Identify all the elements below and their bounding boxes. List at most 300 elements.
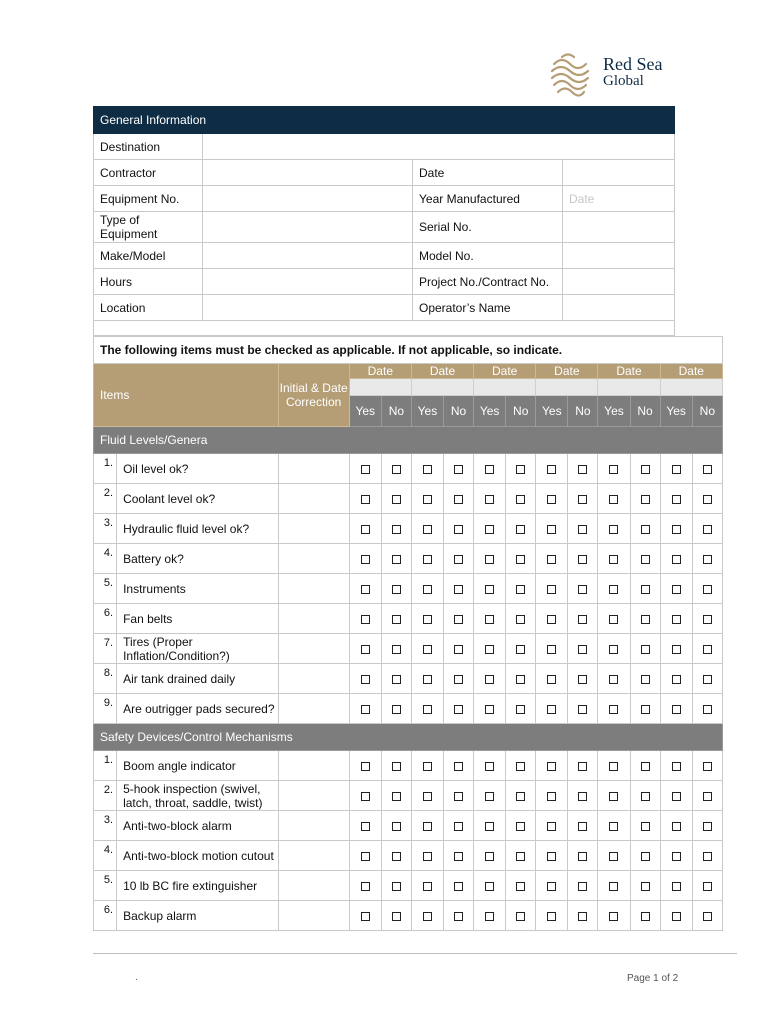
yes-checkbox[interactable] — [423, 792, 432, 801]
date-column-header: Date — [474, 364, 536, 379]
no-checkbox[interactable] — [703, 792, 712, 801]
item-label: 10 lb BC fire extinguisher — [117, 871, 278, 901]
yes-checkbox[interactable] — [609, 705, 618, 714]
no-checkbox[interactable] — [516, 555, 525, 564]
no-checkbox[interactable] — [392, 705, 401, 714]
checklist-row — [94, 574, 723, 604]
no-column-header: No — [381, 396, 411, 427]
item-label: Boom angle indicator — [117, 751, 278, 781]
yes-checkbox[interactable] — [547, 822, 556, 831]
location-field[interactable] — [203, 295, 413, 321]
initial-date-field[interactable] — [278, 781, 349, 811]
checkbox-cell — [349, 871, 381, 901]
no-checkbox[interactable] — [454, 852, 463, 861]
item-number: 5. — [103, 577, 114, 589]
no-checkbox[interactable] — [641, 525, 650, 534]
yes-checkbox[interactable] — [609, 792, 618, 801]
checkbox-cell — [506, 514, 536, 544]
checkbox-cell — [692, 574, 722, 604]
yes-checkbox[interactable] — [672, 495, 681, 504]
date-input-cell[interactable] — [598, 379, 660, 396]
no-checkbox[interactable] — [641, 585, 650, 594]
yes-checkbox[interactable] — [547, 792, 556, 801]
yes-checkbox[interactable] — [547, 882, 556, 891]
no-checkbox[interactable] — [641, 852, 650, 861]
date-input-cell[interactable] — [349, 379, 411, 396]
no-checkbox[interactable] — [578, 645, 587, 654]
checklist-row — [94, 901, 723, 931]
initial-date-field[interactable] — [278, 484, 349, 514]
no-checkbox[interactable] — [703, 465, 712, 474]
checkbox-cell — [349, 514, 381, 544]
no-checkbox[interactable] — [703, 705, 712, 714]
yes-checkbox[interactable] — [361, 525, 370, 534]
initial-date-field[interactable] — [278, 841, 349, 871]
yes-checkbox[interactable] — [361, 645, 370, 654]
section-title: Safety Devices/Control Mechanisms — [94, 724, 723, 751]
no-checkbox[interactable] — [516, 912, 525, 921]
checkbox-cell — [568, 871, 598, 901]
yes-checkbox[interactable] — [423, 882, 432, 891]
checkbox-cell — [630, 751, 660, 781]
no-checkbox[interactable] — [392, 882, 401, 891]
checkbox-cell — [536, 484, 568, 514]
item-label: Battery ok? — [117, 544, 278, 574]
checkbox-cell — [536, 901, 568, 931]
item-number-cell — [94, 544, 117, 574]
checkbox-cell — [598, 454, 630, 484]
no-checkbox[interactable] — [641, 912, 650, 921]
initial-date-field[interactable] — [278, 634, 349, 664]
date-input-cell[interactable] — [536, 379, 598, 396]
yes-checkbox[interactable] — [672, 705, 681, 714]
item-number: 4. — [103, 547, 114, 559]
checkbox-cell — [536, 514, 568, 544]
no-checkbox[interactable] — [392, 585, 401, 594]
make-model-field[interactable] — [203, 243, 413, 269]
no-checkbox[interactable] — [703, 822, 712, 831]
yes-checkbox[interactable] — [485, 882, 494, 891]
no-checkbox[interactable] — [641, 882, 650, 891]
checkbox-cell — [444, 454, 474, 484]
yes-checkbox[interactable] — [672, 822, 681, 831]
yes-checkbox[interactable] — [361, 762, 370, 771]
yes-checkbox[interactable] — [423, 495, 432, 504]
no-checkbox[interactable] — [516, 882, 525, 891]
no-checkbox[interactable] — [454, 465, 463, 474]
yes-checkbox[interactable] — [672, 762, 681, 771]
no-checkbox[interactable] — [454, 705, 463, 714]
no-checkbox[interactable] — [454, 585, 463, 594]
checkbox-cell — [381, 841, 411, 871]
no-checkbox[interactable] — [454, 495, 463, 504]
no-checkbox[interactable] — [703, 912, 712, 921]
yes-checkbox[interactable] — [672, 555, 681, 564]
checkbox-cell — [381, 634, 411, 664]
yes-checkbox[interactable] — [423, 465, 432, 474]
brand-name — [603, 56, 662, 90]
no-column-header: No — [630, 396, 660, 427]
contractor-field[interactable] — [203, 160, 413, 186]
no-checkbox[interactable] — [641, 615, 650, 624]
checkbox-cell — [598, 664, 630, 694]
no-checkbox[interactable] — [516, 762, 525, 771]
no-checkbox[interactable] — [703, 495, 712, 504]
checkbox-cell — [474, 781, 506, 811]
initial-date-field[interactable] — [278, 454, 349, 484]
checkbox-cell — [349, 781, 381, 811]
yes-checkbox[interactable] — [423, 525, 432, 534]
yes-checkbox[interactable] — [361, 675, 370, 684]
initial-date-field[interactable] — [278, 871, 349, 901]
yes-checkbox[interactable] — [609, 852, 618, 861]
no-checkbox[interactable] — [516, 615, 525, 624]
yes-checkbox[interactable] — [547, 705, 556, 714]
yes-checkbox[interactable] — [485, 585, 494, 594]
yes-checkbox[interactable] — [609, 675, 618, 684]
no-checkbox[interactable] — [454, 912, 463, 921]
no-checkbox[interactable] — [454, 525, 463, 534]
checkbox-cell — [349, 544, 381, 574]
year-manufactured-field[interactable]: Date — [563, 186, 675, 212]
no-checkbox[interactable] — [454, 645, 463, 654]
checkbox-cell — [381, 664, 411, 694]
yes-checkbox[interactable] — [423, 675, 432, 684]
checkbox-cell — [444, 574, 474, 604]
checkbox-cell — [660, 871, 692, 901]
no-checkbox[interactable] — [578, 585, 587, 594]
yes-checkbox[interactable] — [485, 852, 494, 861]
yes-checkbox[interactable] — [547, 615, 556, 624]
yes-checkbox[interactable] — [361, 792, 370, 801]
operator-name-label: Operator’s Name — [413, 295, 563, 321]
no-checkbox[interactable] — [392, 792, 401, 801]
brand-line1: Red Sea — [603, 54, 663, 74]
yes-checkbox[interactable] — [485, 762, 494, 771]
yes-checkbox[interactable] — [423, 822, 432, 831]
yes-checkbox[interactable] — [423, 912, 432, 921]
no-checkbox[interactable] — [392, 912, 401, 921]
checkbox-cell — [630, 514, 660, 544]
item-number: 6. — [103, 607, 114, 619]
yes-checkbox[interactable] — [423, 762, 432, 771]
checkbox-cell — [536, 781, 568, 811]
yes-checkbox[interactable] — [672, 792, 681, 801]
initial-date-field[interactable] — [278, 664, 349, 694]
serial-no-field[interactable] — [563, 212, 675, 243]
checkbox-cell — [692, 454, 722, 484]
yes-checkbox[interactable] — [609, 615, 618, 624]
checkbox-cell — [630, 574, 660, 604]
checkbox-cell — [506, 604, 536, 634]
yes-checkbox[interactable] — [485, 495, 494, 504]
no-checkbox[interactable] — [578, 882, 587, 891]
checkbox-cell — [660, 634, 692, 664]
yes-checkbox[interactable] — [672, 675, 681, 684]
yes-checkbox[interactable] — [672, 882, 681, 891]
checkbox-cell — [474, 664, 506, 694]
no-checkbox[interactable] — [703, 762, 712, 771]
initial-date-field[interactable] — [278, 901, 349, 931]
item-label: Oil level ok? — [117, 454, 278, 484]
no-checkbox[interactable] — [516, 675, 525, 684]
yes-checkbox[interactable] — [485, 555, 494, 564]
no-checkbox[interactable] — [703, 525, 712, 534]
yes-checkbox[interactable] — [485, 675, 494, 684]
initial-date-field[interactable] — [278, 604, 349, 634]
no-checkbox[interactable] — [454, 675, 463, 684]
yes-checkbox[interactable] — [485, 912, 494, 921]
hours-field[interactable] — [203, 269, 413, 295]
no-checkbox[interactable] — [516, 705, 525, 714]
yes-checkbox[interactable] — [361, 705, 370, 714]
no-checkbox[interactable] — [703, 585, 712, 594]
type-of-equipment-field[interactable] — [203, 212, 413, 243]
no-checkbox[interactable] — [641, 705, 650, 714]
hours-label: Hours — [94, 269, 203, 295]
no-checkbox[interactable] — [454, 762, 463, 771]
yes-checkbox[interactable] — [423, 615, 432, 624]
checkbox-cell — [630, 604, 660, 634]
no-checkbox[interactable] — [641, 822, 650, 831]
no-checkbox[interactable] — [641, 675, 650, 684]
no-checkbox[interactable] — [392, 495, 401, 504]
no-checkbox[interactable] — [454, 615, 463, 624]
yes-checkbox[interactable] — [609, 762, 618, 771]
yes-checkbox[interactable] — [609, 645, 618, 654]
checkbox-cell — [692, 694, 722, 724]
yes-checkbox[interactable] — [609, 912, 618, 921]
item-number-cell — [94, 781, 117, 811]
no-checkbox[interactable] — [392, 852, 401, 861]
no-checkbox[interactable] — [703, 675, 712, 684]
checkbox-cell — [444, 871, 474, 901]
checkbox-cell — [381, 871, 411, 901]
no-checkbox[interactable] — [641, 645, 650, 654]
no-checkbox[interactable] — [516, 792, 525, 801]
item-label: Anti-two-block alarm — [117, 811, 278, 841]
initial-date-field[interactable] — [278, 751, 349, 781]
model-no-field[interactable] — [563, 243, 675, 269]
item-number: 1. — [103, 754, 114, 766]
yes-checkbox[interactable] — [547, 525, 556, 534]
checkbox-cell — [568, 514, 598, 544]
date-input-cell[interactable] — [411, 379, 473, 396]
yes-checkbox[interactable] — [672, 525, 681, 534]
initial-date-field[interactable] — [278, 811, 349, 841]
no-checkbox[interactable] — [392, 645, 401, 654]
yes-checkbox[interactable] — [361, 912, 370, 921]
no-checkbox[interactable] — [578, 555, 587, 564]
no-checkbox[interactable] — [392, 615, 401, 624]
yes-checkbox[interactable] — [547, 585, 556, 594]
no-checkbox[interactable] — [578, 465, 587, 474]
yes-checkbox[interactable] — [609, 822, 618, 831]
yes-checkbox[interactable] — [547, 555, 556, 564]
checkbox-cell — [506, 664, 536, 694]
checkbox-cell — [568, 811, 598, 841]
brand-line2: Global — [603, 73, 644, 89]
yes-checkbox[interactable] — [609, 585, 618, 594]
checkbox-cell — [411, 811, 443, 841]
yes-checkbox[interactable] — [485, 705, 494, 714]
yes-checkbox[interactable] — [547, 465, 556, 474]
no-checkbox[interactable] — [703, 555, 712, 564]
no-checkbox[interactable] — [578, 705, 587, 714]
checkbox-cell — [630, 781, 660, 811]
checkbox-cell — [536, 871, 568, 901]
no-checkbox[interactable] — [578, 792, 587, 801]
yes-checkbox[interactable] — [485, 822, 494, 831]
no-checkbox[interactable] — [578, 762, 587, 771]
no-checkbox[interactable] — [641, 495, 650, 504]
yes-checkbox[interactable] — [672, 465, 681, 474]
yes-checkbox[interactable] — [672, 585, 681, 594]
item-number-cell — [94, 871, 117, 901]
yes-checkbox[interactable] — [547, 912, 556, 921]
checklist-row — [94, 781, 723, 811]
yes-checkbox[interactable] — [485, 645, 494, 654]
checkbox-cell — [411, 694, 443, 724]
yes-checkbox[interactable] — [361, 882, 370, 891]
equipment-no-field[interactable] — [203, 186, 413, 212]
yes-checkbox[interactable] — [485, 792, 494, 801]
no-checkbox[interactable] — [392, 762, 401, 771]
yes-checkbox[interactable] — [547, 495, 556, 504]
yes-checkbox[interactable] — [485, 525, 494, 534]
no-checkbox[interactable] — [703, 645, 712, 654]
item-label: Anti-two-block motion cutout — [117, 841, 278, 871]
no-checkbox[interactable] — [516, 465, 525, 474]
no-checkbox[interactable] — [703, 882, 712, 891]
no-checkbox[interactable] — [703, 615, 712, 624]
checkbox-cell — [660, 841, 692, 871]
initial-date-field[interactable] — [278, 694, 349, 724]
yes-checkbox[interactable] — [609, 882, 618, 891]
item-label: Are outrigger pads secured? — [117, 694, 278, 724]
no-checkbox[interactable] — [641, 555, 650, 564]
checkbox-cell — [630, 634, 660, 664]
yes-checkbox[interactable] — [609, 465, 618, 474]
yes-checkbox[interactable] — [547, 762, 556, 771]
no-checkbox[interactable] — [516, 525, 525, 534]
yes-checkbox[interactable] — [423, 645, 432, 654]
no-checkbox[interactable] — [578, 525, 587, 534]
yes-checkbox[interactable] — [609, 495, 618, 504]
yes-checkbox[interactable] — [361, 852, 370, 861]
no-checkbox[interactable] — [454, 555, 463, 564]
yes-checkbox[interactable] — [672, 615, 681, 624]
checkbox-cell — [506, 811, 536, 841]
date-input-cell[interactable] — [474, 379, 536, 396]
checkbox-cell — [444, 751, 474, 781]
initial-date-field[interactable] — [278, 544, 349, 574]
no-checkbox[interactable] — [516, 495, 525, 504]
checkbox-cell — [506, 544, 536, 574]
yes-checkbox[interactable] — [609, 555, 618, 564]
no-checkbox[interactable] — [641, 792, 650, 801]
no-checkbox[interactable] — [516, 645, 525, 654]
no-checkbox[interactable] — [578, 615, 587, 624]
checkbox-cell — [598, 514, 630, 544]
date-field[interactable] — [563, 160, 675, 186]
no-checkbox[interactable] — [516, 852, 525, 861]
yes-checkbox[interactable] — [361, 615, 370, 624]
no-checkbox[interactable] — [454, 822, 463, 831]
destination-field[interactable] — [203, 134, 675, 160]
yes-checkbox[interactable] — [361, 495, 370, 504]
project-no-field[interactable] — [563, 269, 675, 295]
no-checkbox[interactable] — [454, 882, 463, 891]
checkbox-cell — [444, 634, 474, 664]
yes-checkbox[interactable] — [485, 615, 494, 624]
yes-checkbox[interactable] — [672, 912, 681, 921]
checkbox-cell — [598, 751, 630, 781]
no-checkbox[interactable] — [392, 525, 401, 534]
no-checkbox[interactable] — [578, 852, 587, 861]
no-checkbox[interactable] — [578, 822, 587, 831]
yes-checkbox[interactable] — [361, 585, 370, 594]
operator-name-field[interactable] — [563, 295, 675, 321]
no-checkbox[interactable] — [578, 495, 587, 504]
no-checkbox[interactable] — [641, 762, 650, 771]
checkbox-cell — [349, 484, 381, 514]
yes-checkbox[interactable] — [547, 645, 556, 654]
checkbox-cell — [660, 664, 692, 694]
checkbox-cell — [630, 544, 660, 574]
item-label: 5-hook inspection (swivel, latch, throat, saddle, twist) — [117, 781, 278, 811]
checkbox-cell — [444, 544, 474, 574]
checkbox-cell — [381, 574, 411, 604]
checkbox-cell — [598, 901, 630, 931]
date-column-header: Date — [411, 364, 473, 379]
yes-checkbox[interactable] — [423, 852, 432, 861]
no-checkbox[interactable] — [641, 465, 650, 474]
yes-checkbox[interactable] — [361, 555, 370, 564]
yes-checkbox[interactable] — [609, 525, 618, 534]
no-checkbox[interactable] — [392, 675, 401, 684]
yes-checkbox[interactable] — [423, 555, 432, 564]
no-checkbox[interactable] — [516, 822, 525, 831]
no-checkbox[interactable] — [703, 852, 712, 861]
item-number: 6. — [103, 904, 114, 916]
no-checkbox[interactable] — [578, 675, 587, 684]
date-input-cell[interactable] — [660, 379, 722, 396]
item-label: Coolant level ok? — [117, 484, 278, 514]
no-checkbox[interactable] — [454, 792, 463, 801]
no-checkbox[interactable] — [516, 585, 525, 594]
serial-no-label: Serial No. — [413, 212, 563, 243]
yes-checkbox[interactable] — [423, 705, 432, 714]
checkbox-cell — [506, 574, 536, 604]
no-checkbox[interactable] — [578, 912, 587, 921]
checkbox-cell — [598, 841, 630, 871]
initial-date-field[interactable] — [278, 574, 349, 604]
no-checkbox[interactable] — [392, 555, 401, 564]
yes-checkbox[interactable] — [547, 852, 556, 861]
yes-checkbox[interactable] — [423, 585, 432, 594]
initial-date-field[interactable] — [278, 514, 349, 544]
yes-checkbox[interactable] — [361, 465, 370, 474]
yes-checkbox[interactable] — [361, 822, 370, 831]
no-checkbox[interactable] — [392, 465, 401, 474]
no-checkbox[interactable] — [392, 822, 401, 831]
yes-checkbox[interactable] — [547, 675, 556, 684]
yes-checkbox[interactable] — [672, 852, 681, 861]
checkbox-cell — [444, 484, 474, 514]
yes-checkbox[interactable] — [672, 645, 681, 654]
yes-checkbox[interactable] — [485, 465, 494, 474]
